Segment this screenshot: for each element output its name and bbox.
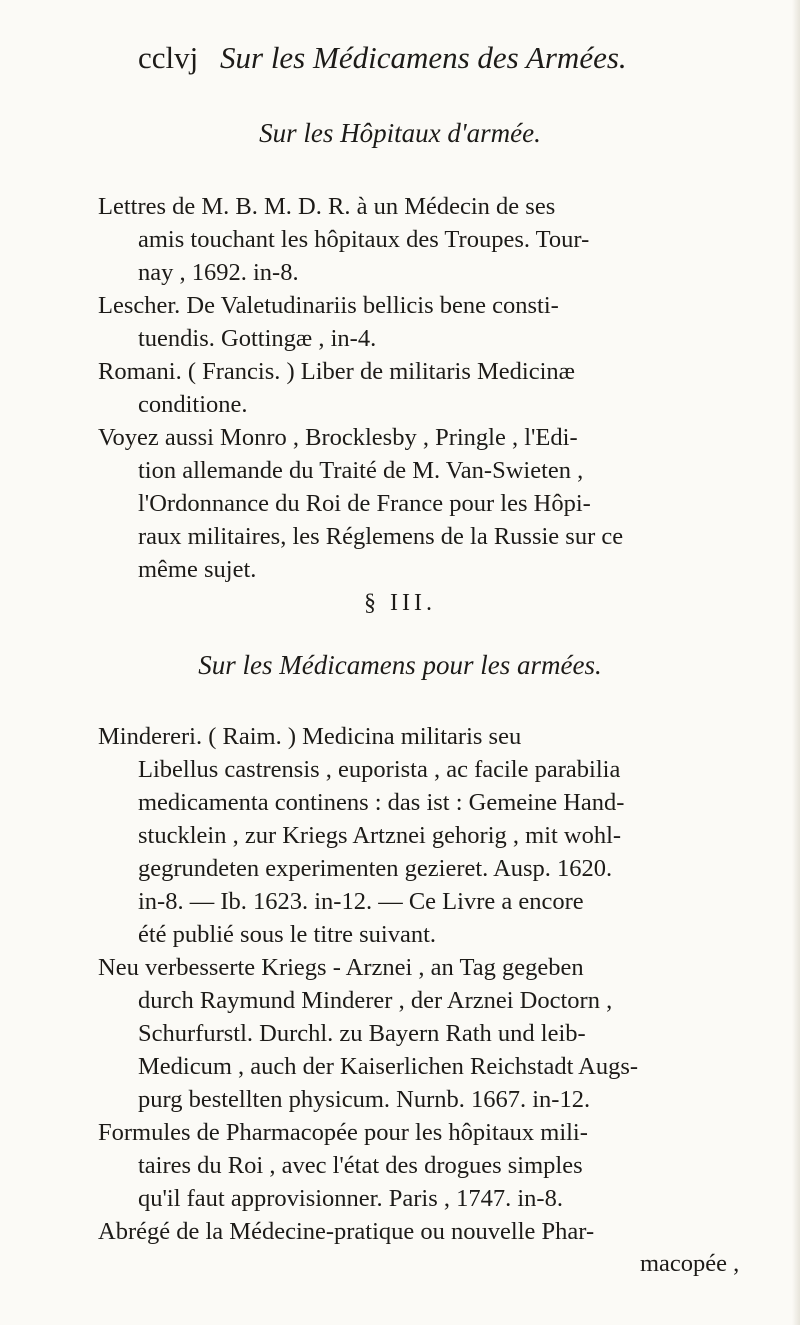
entry-voyez [98, 421, 760, 586]
entry-line: même sujet. [138, 556, 257, 583]
page-edge [792, 0, 800, 1325]
entry-line: durch Raymund Minderer , der Arznei Doctorn , [138, 987, 613, 1014]
section-heading-medicamens: Sur les Médicamens pour les armées. [198, 650, 602, 680]
entry-line: l'Ordonnance du Roi de France pour les Hôpi- [138, 490, 591, 517]
entry-line: conditione. [138, 391, 248, 418]
entry-romani [98, 355, 760, 421]
entry-neu-verbesserte [98, 951, 760, 1116]
entry-line: gegrundeten experimenten gezieret. Ausp. 1620. [138, 855, 613, 882]
entry-lettres [98, 190, 760, 289]
entry-line: été publié sous le titre suivant. [138, 921, 437, 948]
entry-line: Romani. ( Francis. ) Liber de militaris Medicinæ [98, 358, 575, 385]
entry-line: Libellus castrensis , euporista , ac facile parabilia [138, 756, 621, 783]
entry-line: Formules de Pharmacopée pour les hôpitaux mili- [98, 1119, 588, 1146]
entry-line: medicamenta continens : das ist : Gemeine Hand- [138, 789, 625, 816]
entry-line: stucklein , zur Kriegs Artznei gehorig , mit wohl- [138, 822, 622, 849]
section-heading-hospitals: Sur les Hôpitaux d'armée. [259, 118, 541, 148]
catchword: macopée , [640, 1250, 740, 1277]
running-header [138, 40, 627, 76]
entry-line: taires du Roi , avec l'état des drogues simples [138, 1152, 583, 1179]
entry-line: Schurfurstl. Durchl. zu Bayern Rath und leib- [138, 1020, 586, 1047]
entry-line: tuendis. Gottingæ , in-4. [138, 325, 377, 352]
running-title: Sur les Médicamens des Armées. [220, 40, 627, 75]
entry-line: purg bestellten physicum. Nurnb. 1667. in-12. [138, 1086, 591, 1113]
entry-line: Mindereri. ( Raim. ) Medicina militaris seu [98, 723, 522, 750]
entry-line: nay , 1692. in-8. [138, 259, 299, 286]
entry-line: Medicum , auch der Kaiserlichen Reichstadt Augs- [138, 1053, 639, 1080]
entry-line: Voyez aussi Monro , Brocklesby , Pringle , l'Edi- [98, 424, 578, 451]
entry-line: raux militaires, les Réglemens de la Russie sur ce [138, 523, 624, 550]
entry-line: Lescher. De Valetudinariis bellicis bene consti- [98, 292, 559, 319]
section-mark: § III. [364, 590, 436, 616]
entry-line: Abrégé de la Médecine-pratique ou nouvelle Phar- [98, 1218, 595, 1245]
entry-abrege [98, 1215, 760, 1248]
entry-line: in-8. — Ib. 1623. in-12. — Ce Livre a encore [138, 888, 584, 915]
entry-line: qu'il faut approvisionner. Paris , 1747. in-8. [138, 1185, 563, 1212]
entry-line: Neu verbesserte Kriegs - Arznei , an Tag gegeben [98, 954, 584, 981]
entry-line: tion allemande du Traité de M. Van-Swieten , [138, 457, 584, 484]
entry-line: amis touchant les hôpitaux des Troupes. Tour- [138, 226, 590, 253]
entry-formules [98, 1116, 760, 1215]
page-number: cclvj [138, 40, 199, 75]
entry-line: Lettres de M. B. M. D. R. à un Médecin de ses [98, 193, 556, 220]
entry-mindereri [98, 720, 760, 951]
entry-lescher [98, 289, 760, 355]
